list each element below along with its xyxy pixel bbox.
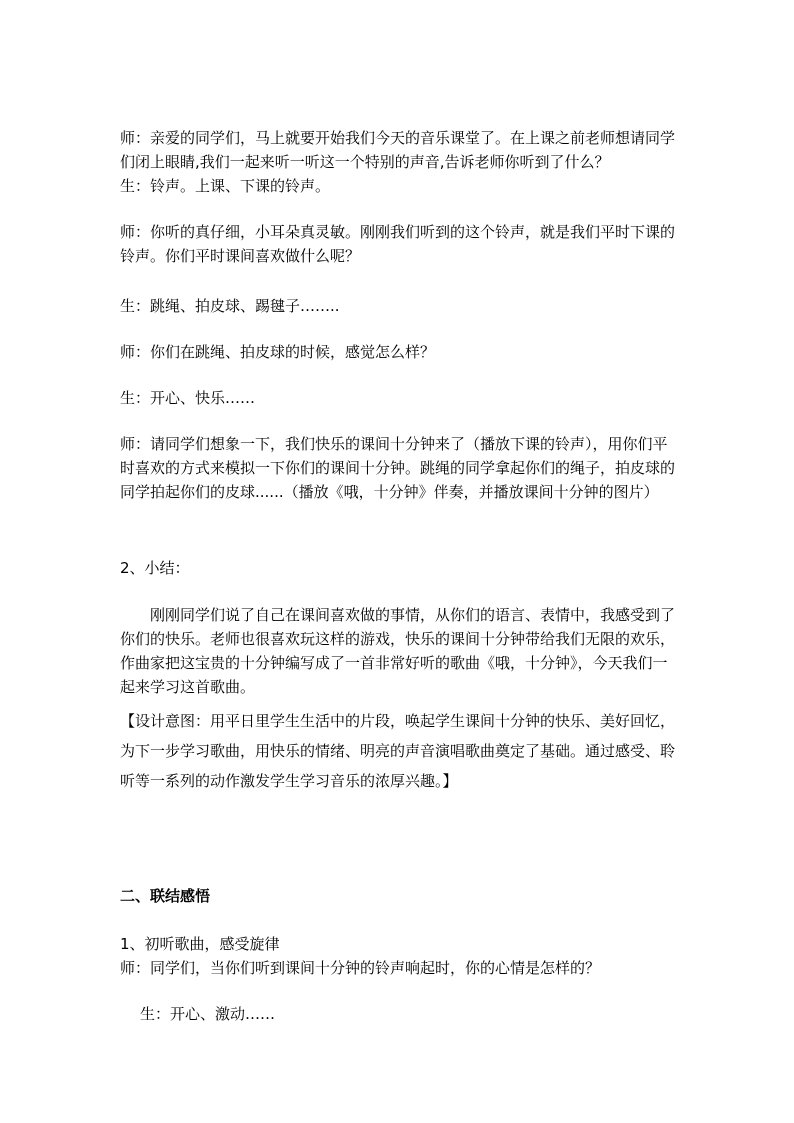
paragraph-design-intent: 【设计意图：用平日里学生生活中的片段，唤起学生课间十分钟的快乐、美好回忆，为下一步学习歌曲，用快乐的情绪、明亮的声音演唱歌曲奠定了基础。通过感受、聆听等一系列的动作激发学生学习音乐的浓厚兴趣。】 — [120, 712, 676, 790]
paragraph-teacher-mood-question: 师：同学们，当你们听到课间十分钟的铃声响起时，你的心情是怎样的？ — [120, 959, 601, 977]
paragraph-summary: 刚刚同学们说了自己在课间喜欢做的事情，从你们的语言、表情中，我感受到了你们的快乐。老师也很喜欢玩这样的游戏，快乐的课间十分钟带给我们无限的欢乐，作曲家把这宝贵的十分钟编写成了一首非常好听的歌曲《哦，十分钟》，今天我们一起来学习这首歌曲。 — [120, 606, 676, 696]
paragraph-teacher-imagine: 师：请同学们想象一下，我们快乐的课间十分钟来了（播放下课的铃声），用你们平时喜欢的方式来模拟一下你们的课间十分钟。跳绳的同学拿起你们的绳子，拍皮球的同学拍起你们的皮球......（播放《哦，十分钟》伴奏，并播放课间十分钟的图片） — [120, 435, 676, 501]
paragraph-student-bell: 生：铃声。上课、下课的铃声。 — [120, 177, 331, 195]
paragraph-student-activities: 生：跳绳、拍皮球、踢毽子…….. — [120, 297, 340, 315]
paragraph-teacher-praise: 师：你听的真仔细，小耳朵真灵敏。刚刚我们听到的这个铃声，就是我们平时下课的铃声。你们平时课间喜欢做什么呢？ — [120, 223, 676, 265]
paragraph-teacher-question: 师：你们在跳绳、拍皮球的时候，感觉怎么样？ — [120, 343, 436, 361]
subsection-first-listen: 1、初听歌曲，感受旋律 — [120, 935, 280, 953]
paragraph-teacher-intro: 师：亲爱的同学们，马上就要开始我们今天的音乐课堂了。在上课之前老师想请同学们闭上眼睛,我们一起来听一听这一个特别的声音,告诉老师你听到了什么？ — [120, 129, 676, 171]
paragraph-student-happy: 生：开心、快乐…… — [120, 389, 256, 407]
section-summary-label: 2、小结： — [120, 559, 190, 577]
paragraph-student-excited: 生：开心、激动…… — [140, 1005, 276, 1023]
section-heading-2: 二、联结感悟 — [120, 887, 211, 905]
